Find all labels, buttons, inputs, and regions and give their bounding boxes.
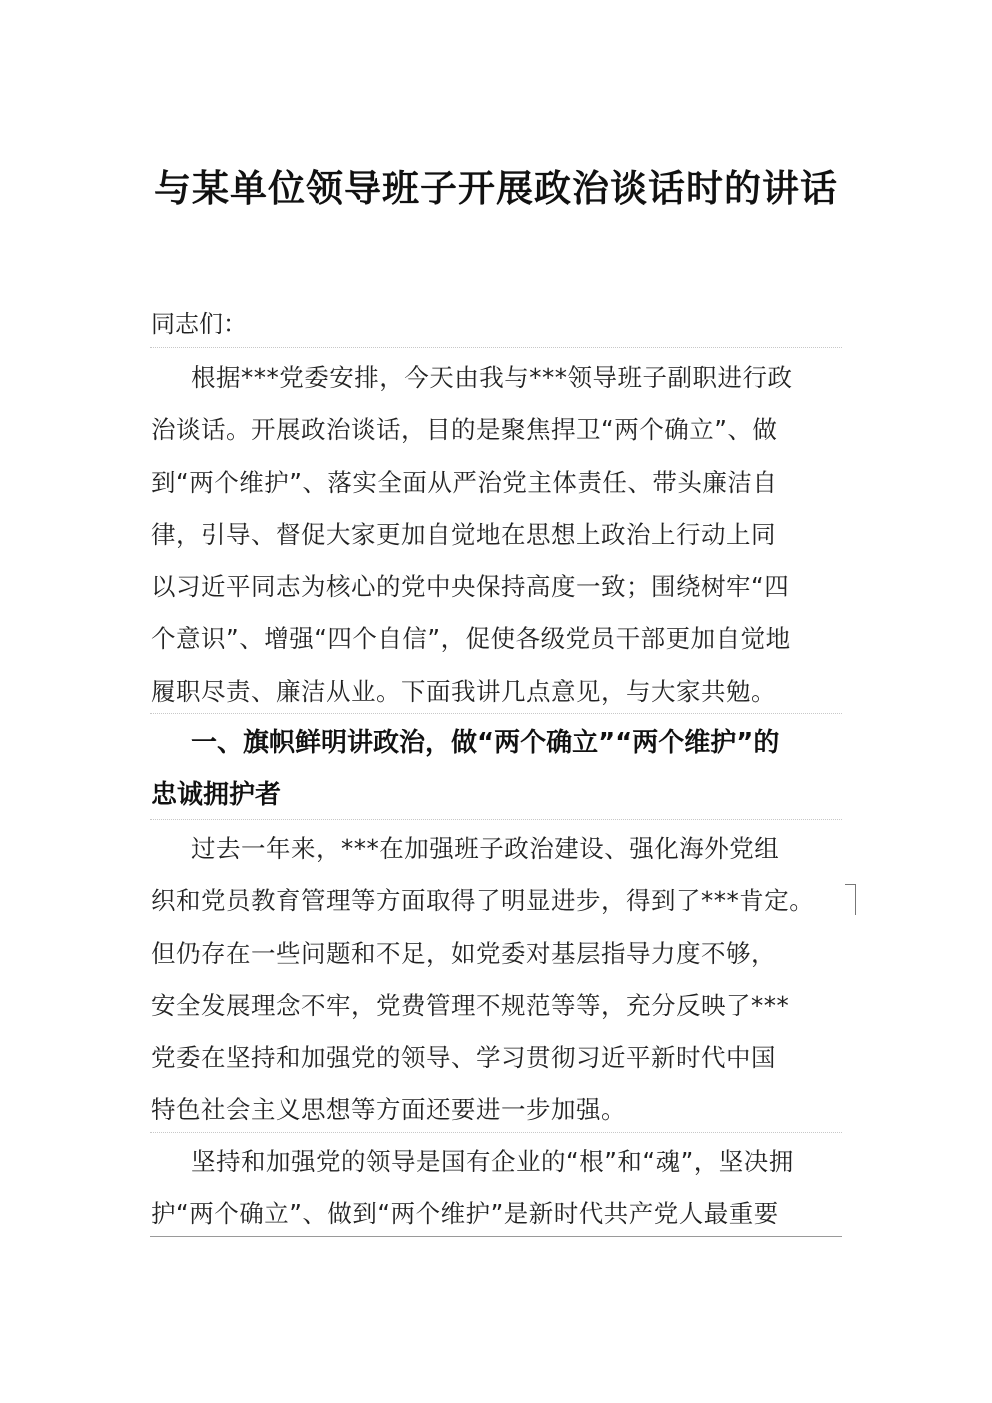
paragraph-line: 党委在坚持和加强党的领导、学习贯彻习近平新时代中国	[151, 1043, 776, 1073]
paragraph-line: 履职尽责、廉洁从业。下面我讲几点意见，与大家共勉。	[151, 676, 776, 706]
paragraph-line: 特色社会主义思想等方面还要进一步加强。	[151, 1095, 626, 1125]
paragraph-divider	[150, 819, 842, 820]
paragraph-divider	[150, 347, 842, 348]
paragraph-line: 织和党员教育管理等方面取得了明显进步，得到了***肯定。	[151, 886, 815, 916]
paragraph-intro	[151, 352, 841, 718]
heading-line: 一、旗帜鲜明讲政治，做“两个确立”“两个维护”的	[191, 728, 780, 758]
paragraph-review	[151, 823, 841, 1137]
paragraph-divider	[150, 1132, 842, 1133]
document-title: 与某单位领导班子开展政治谈话时的讲话	[154, 166, 838, 210]
paragraph-divider	[150, 713, 842, 714]
paragraph-line: 律，引导、督促大家更加自觉地在思想上政治上行动上同	[151, 519, 776, 549]
paragraph-line: 到“两个维护”、落实全面从严治党主体责任、带头廉洁自	[151, 467, 778, 497]
heading-line: 忠诚拥护者	[151, 780, 282, 811]
paragraph-line: 个意识”、增强“四个自信”，促使各级党员干部更加自觉地	[151, 624, 791, 654]
paragraph-line: 坚持和加强党的领导是国有企业的“根”和“魂”，坚决拥	[191, 1147, 794, 1176]
paragraph-line: 以习近平同志为核心的党中央保持高度一致；围绕树牢“四	[151, 572, 790, 602]
paragraph-mark	[845, 884, 856, 915]
paragraph-line: 过去一年来，***在加强班子政治建设、强化海外党组	[191, 834, 780, 863]
paragraph-line: 根据***党委安排，今天由我与***领导班子副职进行政	[191, 363, 793, 392]
paragraph-line: 但仍存在一些问题和不足，如党委对基层指导力度不够，	[151, 938, 776, 968]
paragraph-line: 治谈话。开展政治谈话，目的是聚焦捍卫“两个确立”、做	[151, 415, 778, 445]
paragraph-line: 安全发展理念不牢，党费管理不规范等等，充分反映了***	[151, 990, 790, 1020]
paragraph-line: 护“两个确立”、做到“两个维护”是新时代共产党人最重要	[151, 1199, 779, 1229]
page-bottom-rule	[150, 1236, 842, 1237]
paragraph-leadership	[151, 1136, 841, 1241]
salutation: 同志们：	[151, 310, 247, 338]
section-heading	[151, 717, 841, 822]
